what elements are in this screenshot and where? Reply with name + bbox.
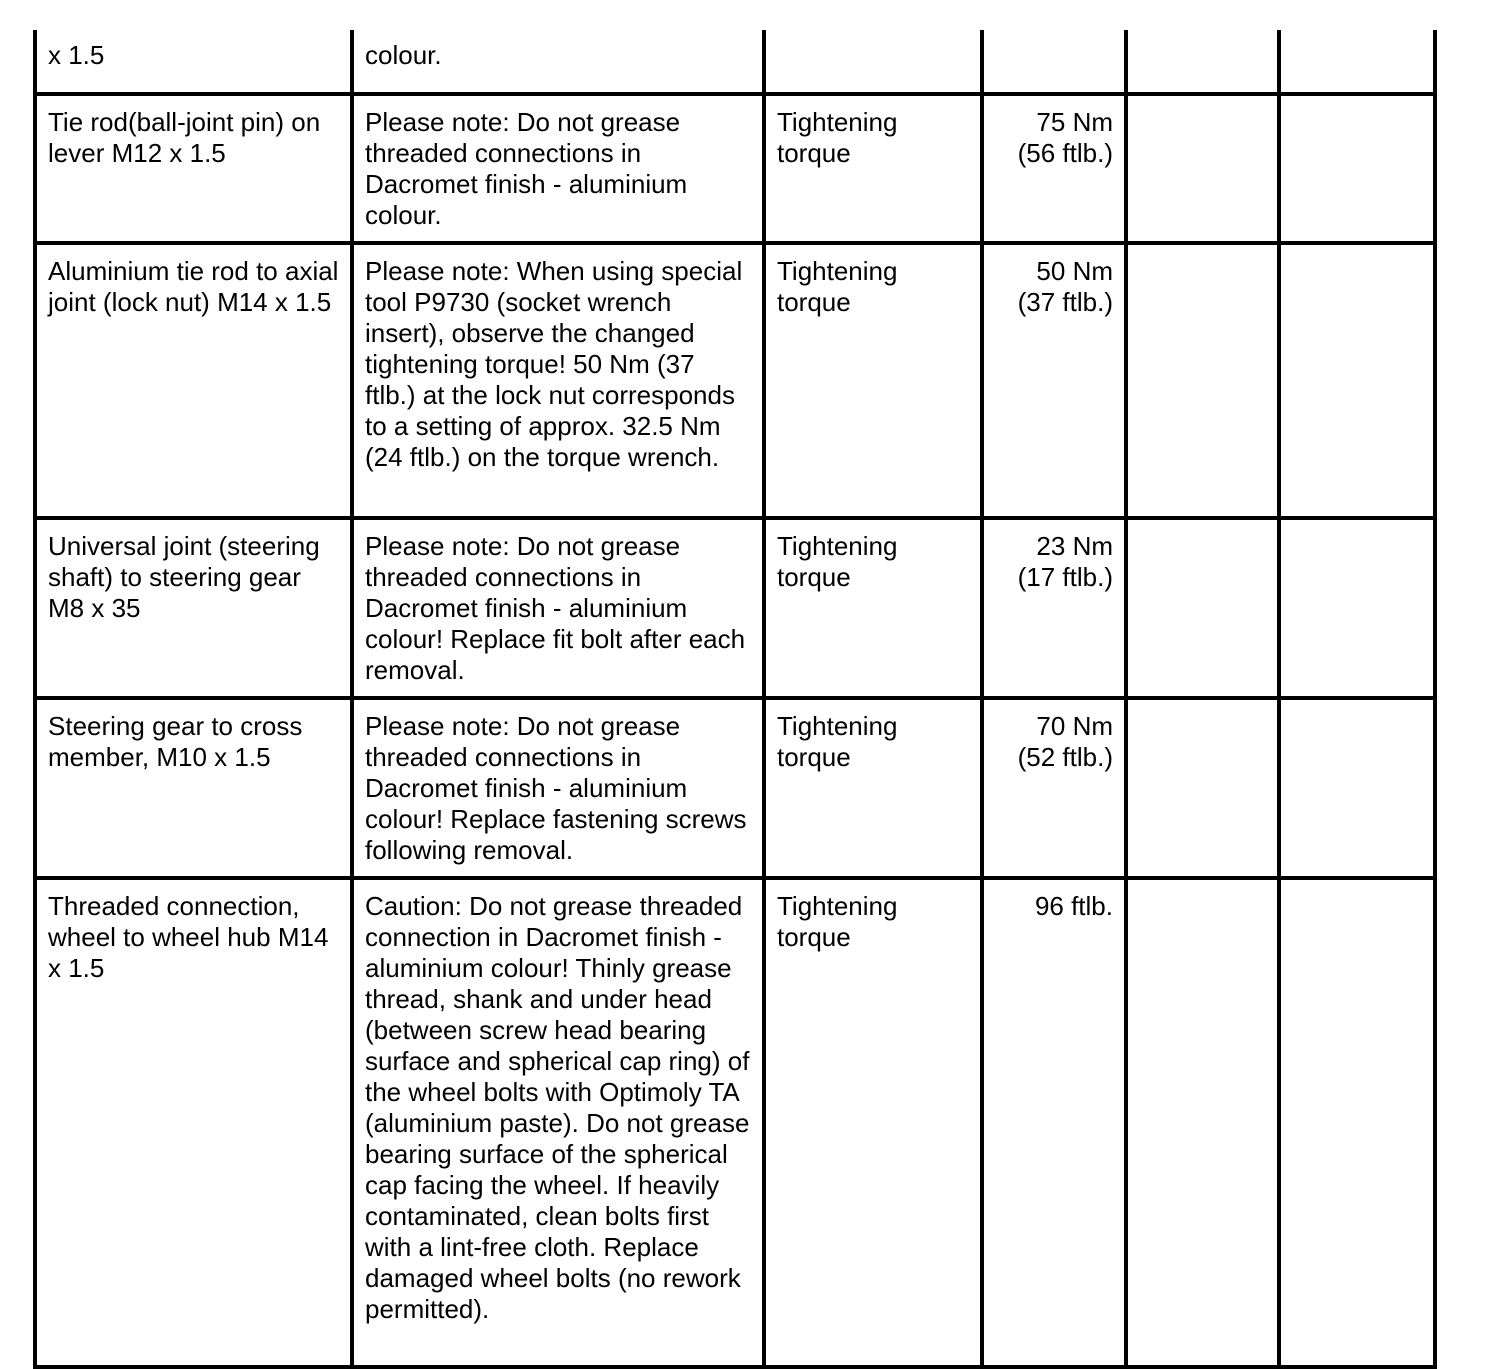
empty-cell [1279, 94, 1435, 243]
empty-cell [1126, 243, 1279, 518]
table-row [35, 878, 1435, 1367]
component-cell: Aluminium tie rod to axial joint (lock nut) M14 x 1.5 [35, 243, 352, 518]
note-cell: Please note: Do not grease threaded connections in Dacromet finish - aluminium colour! Replace fastening screws following removal. [352, 698, 764, 878]
empty-cell [1126, 30, 1279, 94]
component-cell: Universal joint (steering shaft) to steering gear M8 x 35 [35, 518, 352, 698]
type-cell: Tightening torque [764, 878, 982, 1367]
empty-cell [1126, 518, 1279, 698]
empty-cell [1279, 878, 1435, 1367]
value-cell [982, 30, 1126, 94]
empty-cell [1279, 518, 1435, 698]
empty-cell [1279, 698, 1435, 878]
empty-cell [1126, 878, 1279, 1367]
value-cell: 75 Nm (56 ftlb.) [982, 94, 1126, 243]
note-cell: Please note: Do not grease threaded connections in Dacromet finish - aluminium colour! Replace fit bolt after each removal. [352, 518, 764, 698]
component-cell: x 1.5 [35, 30, 352, 94]
type-cell: Tightening torque [764, 518, 982, 698]
note-cell: colour. [352, 30, 764, 94]
type-cell [764, 30, 982, 94]
note-cell: Please note: When using special tool P9730 (socket wrench insert), observe the changed tightening torque! 50 Nm (37 ftlb.) at the lock nut corresponds to a setting of approx. 32.5 Nm (24 ftlb.) on the torque wrench. [352, 243, 764, 518]
table-row [35, 243, 1435, 518]
value-cell: 23 Nm (17 ftlb.) [982, 518, 1126, 698]
empty-cell [1126, 94, 1279, 243]
table-row [35, 30, 1435, 94]
table-row [35, 518, 1435, 698]
type-cell: Tightening torque [764, 243, 982, 518]
table-row [35, 94, 1435, 243]
note-cell: Please note: Do not grease threaded connections in Dacromet finish - aluminium colour. [352, 94, 764, 243]
value-cell: 70 Nm (52 ftlb.) [982, 698, 1126, 878]
component-cell: Steering gear to cross member, M10 x 1.5 [35, 698, 352, 878]
type-cell: Tightening torque [764, 94, 982, 243]
table-row [35, 698, 1435, 878]
component-cell: Threaded connection, wheel to wheel hub M14 x 1.5 [35, 878, 352, 1367]
empty-cell [1279, 243, 1435, 518]
torque-spec-table [33, 30, 1437, 1369]
empty-cell [1279, 30, 1435, 94]
value-cell: 96 ftlb. [982, 878, 1126, 1367]
component-cell: Tie rod(ball-joint pin) on lever M12 x 1.5 [35, 94, 352, 243]
empty-cell [1126, 698, 1279, 878]
type-cell: Tightening torque [764, 698, 982, 878]
value-cell: 50 Nm (37 ftlb.) [982, 243, 1126, 518]
note-cell: Caution: Do not grease threaded connection in Dacromet finish - aluminium colour! Thinly grease thread, shank and under head (between screw head bearing surface and spherical cap ring) of the wheel bolts with Optimoly TA (aluminium paste). Do not grease bearing surface of the spherical cap facing the wheel. If heavily contaminated, clean bolts first with a lint-free cloth. Replace damaged wheel bolts (no rework permitted). [352, 878, 764, 1367]
